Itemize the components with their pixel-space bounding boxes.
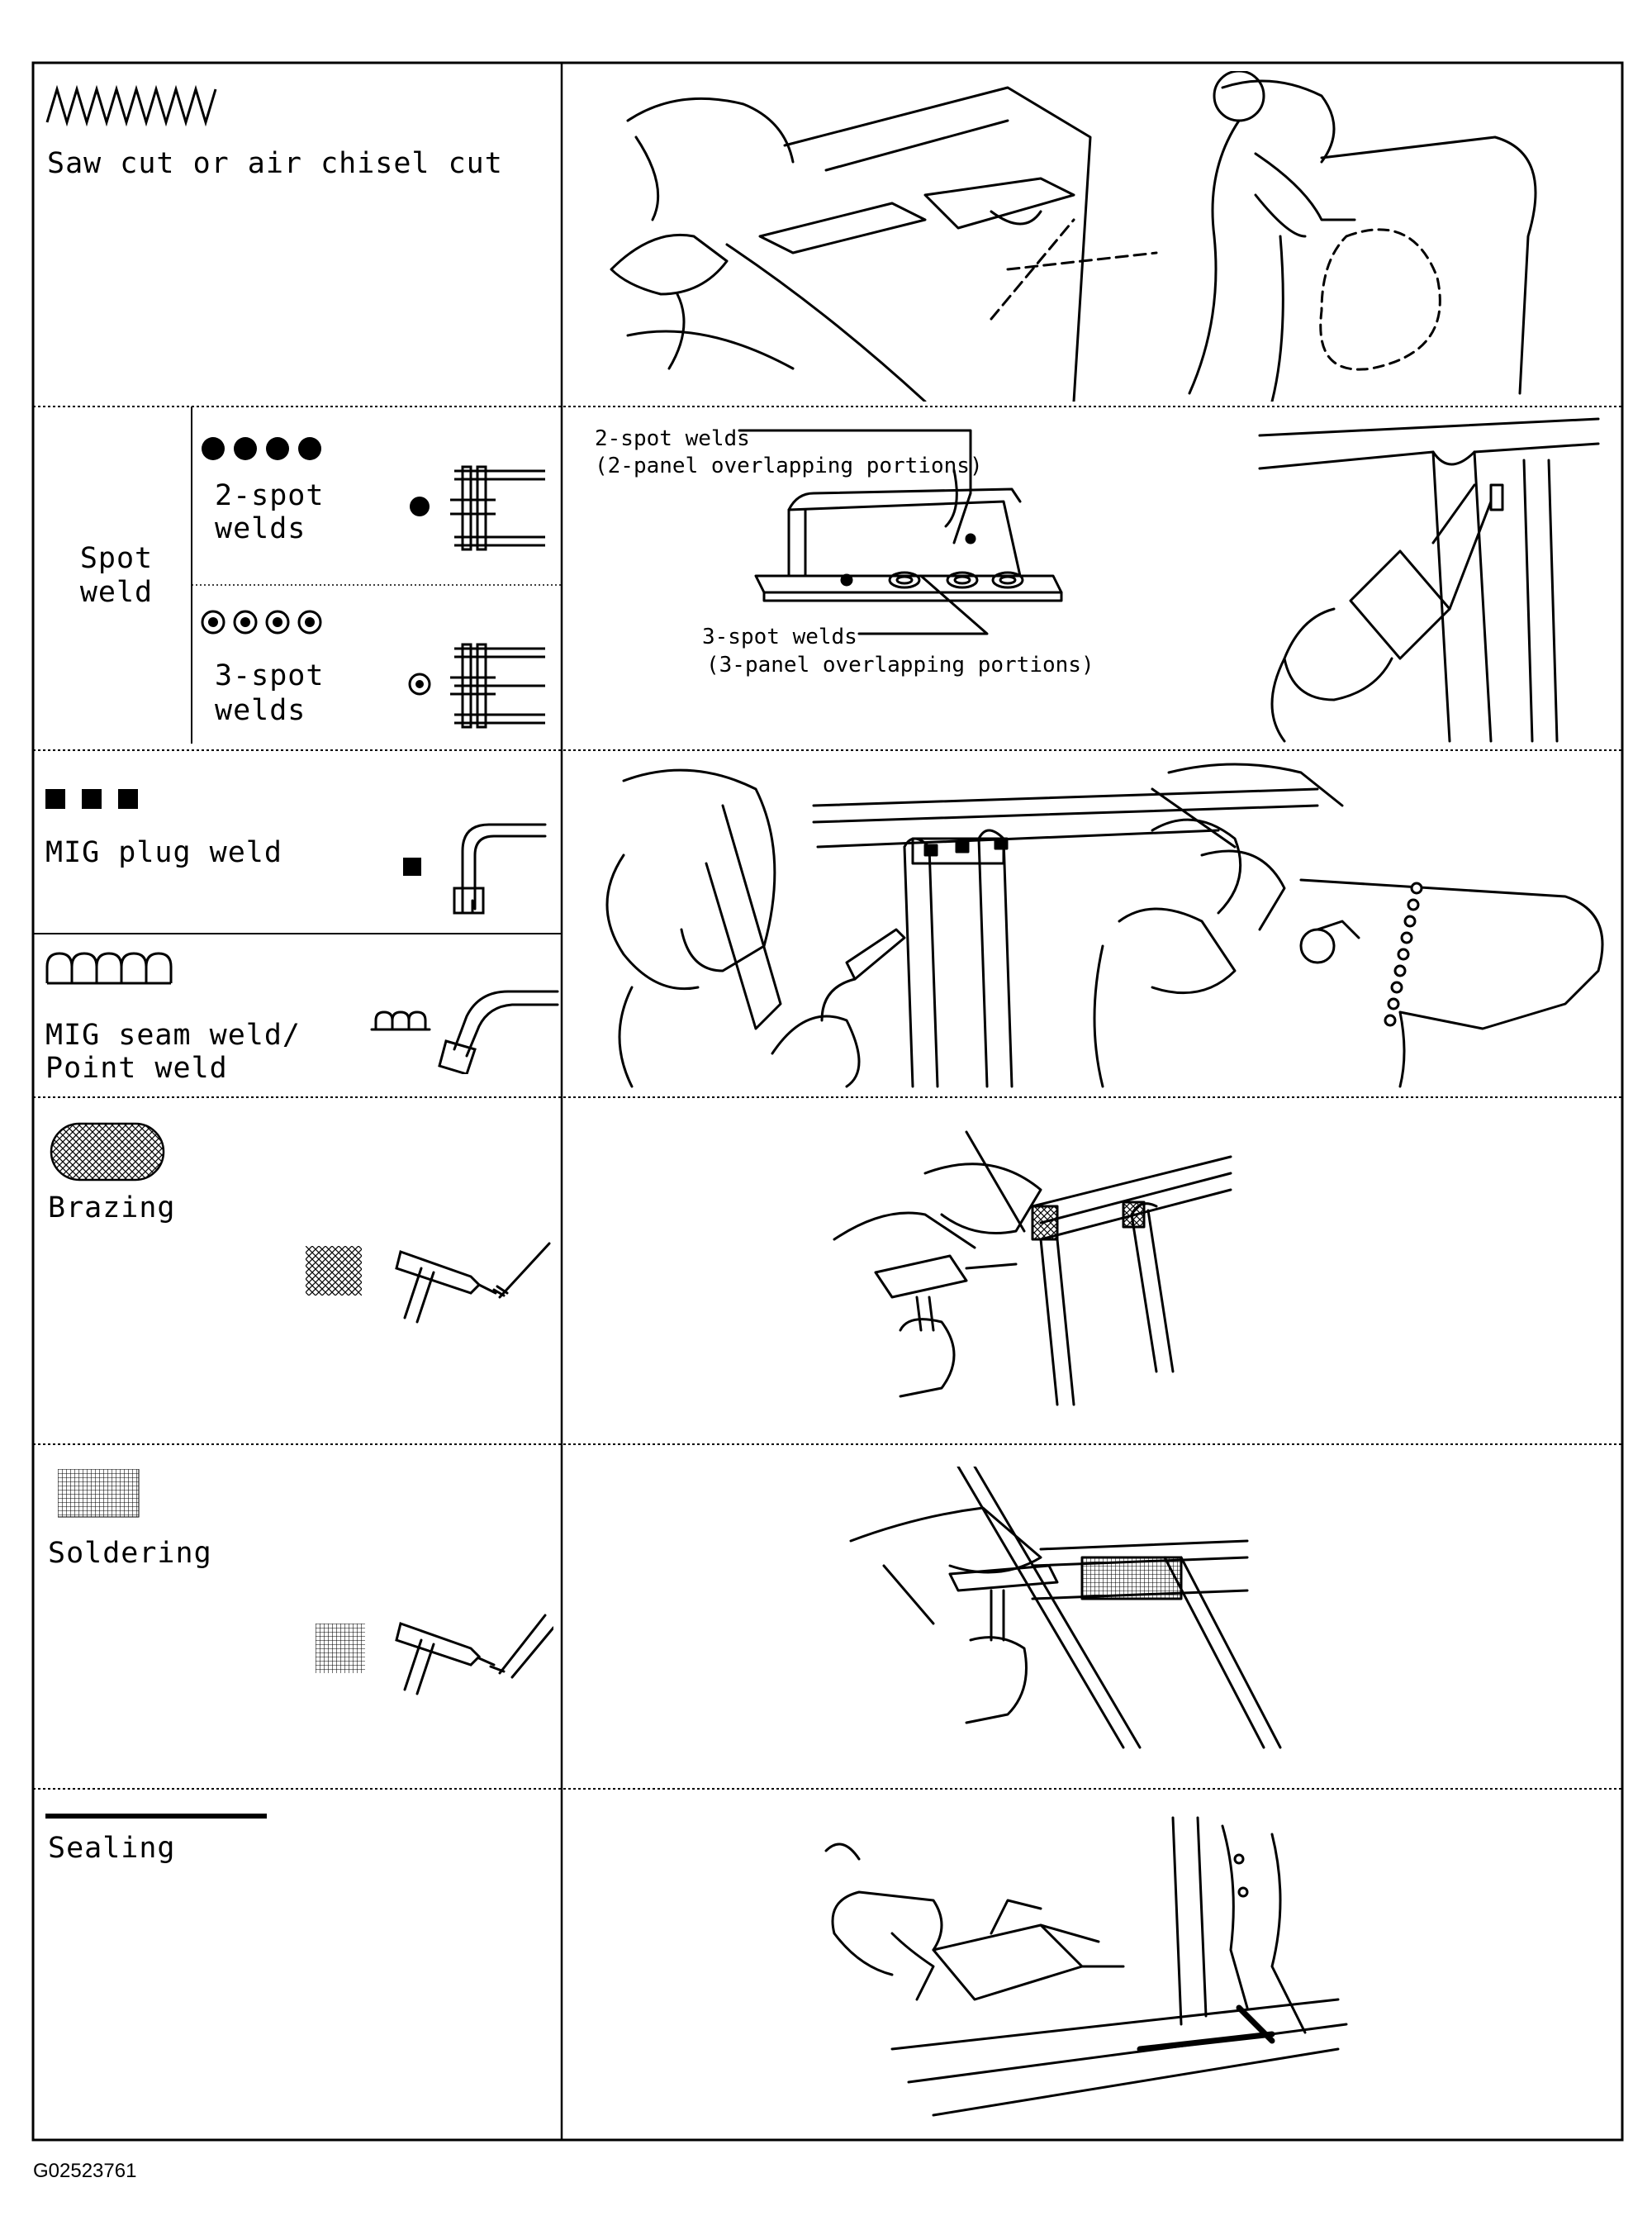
mig-seam-torch-icon xyxy=(363,983,562,1074)
mig-plug-torch-icon xyxy=(396,818,553,917)
sealing-illustration xyxy=(809,1801,1388,2132)
three-spot-label-1: 3-spot xyxy=(215,659,325,692)
callout-two-spot: 2-spot welds xyxy=(595,426,750,451)
soldering-pattern-swatch xyxy=(316,1624,367,1675)
sealing-label: Sealing xyxy=(48,1832,176,1865)
sealing-symbol xyxy=(45,1812,277,1822)
two-spot-symbol xyxy=(198,432,339,465)
three-spot-symbol xyxy=(198,606,339,639)
soldering-symbol xyxy=(58,1469,140,1519)
spot-weld-illustration xyxy=(574,411,1615,749)
two-spot-label-2: welds xyxy=(215,512,306,545)
brazing-pattern-swatch xyxy=(306,1246,363,1297)
callout-three-spot-sub: (3-panel overlapping portions) xyxy=(706,653,1094,678)
mig-plug-symbol xyxy=(45,787,145,812)
mig-seam-label-1: MIG seam weld/ xyxy=(45,1019,301,1052)
mig-weld-illustration xyxy=(574,756,1615,1095)
mig-seam-symbol xyxy=(43,950,175,987)
soldering-label: Soldering xyxy=(48,1537,212,1570)
two-spot-label-1: 2-spot xyxy=(215,479,325,512)
callout-two-spot-sub: (2-panel overlapping portions) xyxy=(595,454,983,478)
two-spot-clamp-icon xyxy=(405,463,553,554)
saw-cut-illustration xyxy=(578,71,1611,402)
saw-cut-label: Saw cut or air chisel cut xyxy=(47,147,503,180)
mig-seam-label-2: Point weld xyxy=(45,1052,228,1085)
brazing-illustration xyxy=(826,1124,1338,1421)
soldering-illustration xyxy=(834,1467,1346,1764)
mig-plug-label: MIG plug weld xyxy=(45,836,282,869)
figure-code: G02523761 xyxy=(33,2160,137,2182)
three-spot-label-2: welds xyxy=(215,694,306,727)
saw-cut-symbol xyxy=(45,83,227,132)
brazing-symbol xyxy=(50,1122,165,1182)
spot-weld-label-1: Spot xyxy=(79,542,154,575)
spot-weld-label-2: weld xyxy=(79,576,154,609)
three-spot-clamp-icon xyxy=(405,640,553,731)
brazing-torch-icon xyxy=(388,1235,553,1326)
soldering-torch-icon xyxy=(388,1607,553,1698)
brazing-label: Brazing xyxy=(48,1191,176,1224)
callout-three-spot: 3-spot welds xyxy=(702,625,857,649)
